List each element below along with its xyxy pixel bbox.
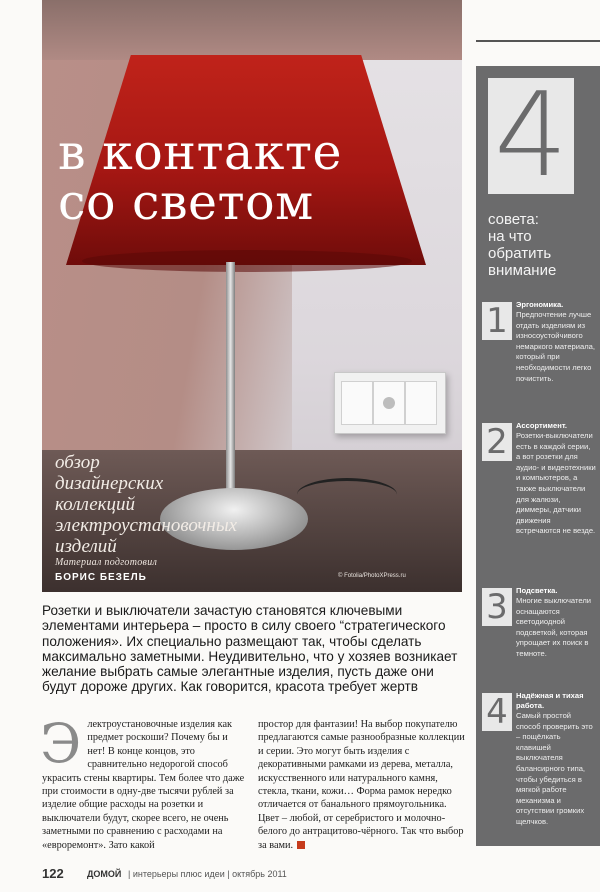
article-subtitle	[55, 452, 237, 557]
subtitle-line: коллекций	[55, 494, 136, 515]
body-column-2	[258, 718, 466, 852]
subtitle-line: обзор	[55, 452, 100, 473]
page-number: 122	[42, 866, 64, 881]
socket-frame-left	[341, 381, 373, 425]
tip-title: Ассортимент.	[516, 421, 567, 430]
tip-title: Надёжная и тихая работа.	[516, 691, 584, 710]
body-column-1-text: лектроустановочные изделия как предмет роскоши? Почему бы и нет! В конце концов, это сравнительно недорогой способ украсить стены квартиры. Тем более что даже при стоимости в одну-две тысячи рублей за изделие общие расходы на розетки и выключатели будут, скорее всего, не очень заметными по сравнению с расходами на «евроремонт». Зато какой	[42, 719, 245, 851]
sidebar-heading-line: совета:	[488, 211, 539, 228]
socket-hole	[383, 397, 395, 409]
subtitle-line: изделий	[55, 536, 117, 557]
tip-number: 1	[482, 302, 512, 340]
lamp-shade-rim	[82, 250, 412, 272]
sidebar-heading-line: обратить	[488, 245, 552, 262]
tip-item	[482, 691, 596, 828]
socket-frame-middle	[373, 381, 405, 425]
tip-title: Подсветка.	[516, 586, 558, 595]
sidebar-heading-line: внимание	[488, 262, 557, 279]
magazine-name: ДОМОЙ	[87, 869, 122, 879]
tip-number: 3	[482, 588, 512, 626]
wall-socket	[334, 372, 446, 434]
drop-cap: Э	[40, 712, 82, 775]
tip-item	[482, 300, 596, 384]
sidebar-top-rule	[476, 40, 600, 42]
lead-paragraph: Розетки и выключатели зачастую становятся ключевыми элементами интерьера – просто в силу своего “стратегического положения». Их специально размещают так, чтобы сделать максимально заметными. Неудивительно, что у хозяев возникает желание выбрать самые элегантные изделия, пусть даже они будут дороже других. Как говорится, красота требует жертв	[42, 603, 458, 695]
body-column-1	[40, 712, 246, 852]
issue-info: | интерьеры плюс идеи | октябрь 2011	[128, 869, 287, 879]
subtitle-line: дизайнерских	[55, 473, 164, 494]
tip-text: Предпочтение лучше отдать изделиям из износоустойчивого немаркого материала, который при необходимости легко почистить.	[516, 310, 595, 383]
tip-item	[482, 586, 596, 660]
tip-number: 2	[482, 423, 512, 461]
body-column-2-text: простор для фантазии! На выбор покупателю предлагаются самые разнообразные коллекции и серии. Это могут быть изделия с декоративными рамками из дерева, металла, искусственного или натурального камня, стекла, ткани, кожи… Форма рамок нередко отличается от банального прямоугольника. Цвет – любой, от серебристого и молочно-белого до антрацитово-чёрного. Так что выбор за вами.	[258, 719, 465, 851]
author-credit-label: Материал подготовил	[55, 557, 158, 568]
page-footer	[42, 866, 582, 884]
title-line: в контакте	[58, 124, 342, 181]
article-title	[58, 124, 342, 231]
tip-text: Розетки-выключатели есть в каждой серии, а вот розетки для аудио- и видеотехники и компьютеров, а также выключатели для жалюзи, диммеры, датчики движения встречаются не везде.	[516, 431, 596, 536]
lamp-cable	[297, 478, 397, 511]
wall-shadow	[42, 0, 462, 60]
tip-number: 4	[482, 693, 512, 731]
tip-title: Эргономика.	[516, 300, 564, 309]
tip-text: Многие выключатели оснащаются светодиодной подсветкой, которая упрощает их поиск в темноте.	[516, 596, 591, 658]
photo-copyright: © Fotolia/PhotoXPress.ru	[338, 573, 406, 579]
author-name: БОРИС БЕЗЕЛЬ	[55, 572, 147, 583]
title-line: со светом	[58, 174, 314, 231]
article-end-icon	[297, 841, 305, 849]
sidebar-big-number: 4	[488, 78, 574, 194]
tip-item	[482, 421, 596, 537]
sidebar-heading-line: на что	[488, 228, 532, 245]
sidebar-heading	[488, 211, 556, 279]
socket-frame-right	[405, 381, 437, 425]
tips-sidebar	[476, 66, 600, 846]
subtitle-line: электроустановочных	[55, 515, 238, 536]
tip-text: Самый простой способ проверить это – пощёлкать клавишей выключателя балансирного типа, чтобы убедиться в мягкой работе механизма и отсутствии громких щелчков.	[516, 711, 593, 826]
